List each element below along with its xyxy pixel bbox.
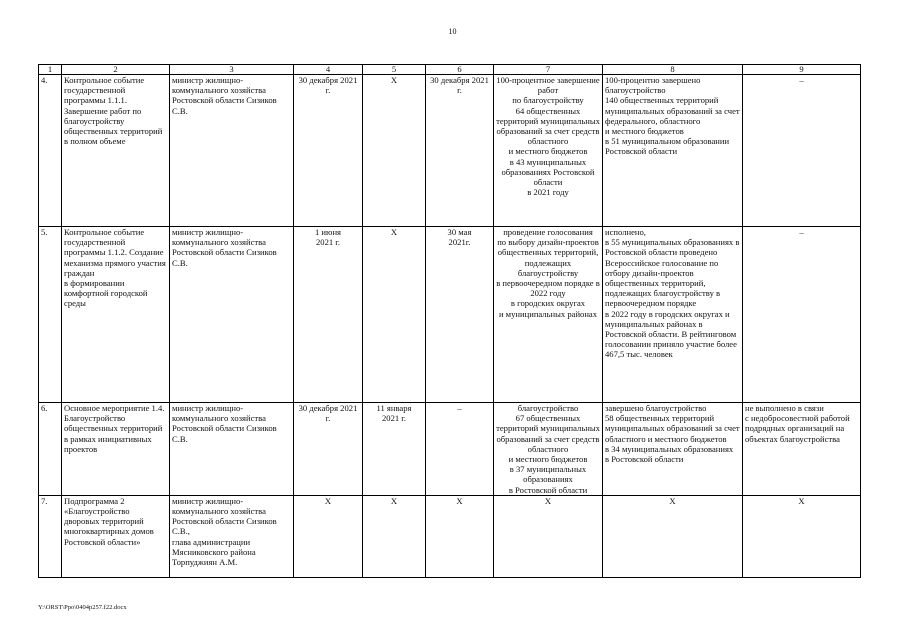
column-number: 7 bbox=[494, 65, 603, 75]
column-number: 2 bbox=[62, 65, 170, 75]
page-number: 10 bbox=[448, 27, 457, 36]
column-number: 4 bbox=[294, 65, 363, 75]
plan-date: 30 декабря 2021 г. bbox=[294, 403, 363, 496]
plan-date: 1 июня 2021 г. bbox=[294, 227, 363, 403]
monitoring-table bbox=[38, 64, 861, 578]
responsible-person: министр жилищно-коммунального хозяйства Ростовской области Сизиков С.В., глава администрации Мясниковского района Торпуджиян А.М. bbox=[170, 495, 294, 577]
column-9-value: Х bbox=[743, 495, 861, 577]
event-name: Подпрограмма 2 «Благоустройство дворовых территорий многоквартирных домов Ростовской области» bbox=[62, 495, 170, 577]
row-number: 7. bbox=[39, 495, 62, 577]
row-number: 4. bbox=[39, 75, 62, 227]
column-5-value: 11 января 2021 г. bbox=[363, 403, 426, 496]
column-number-row bbox=[39, 65, 861, 75]
column-5-value: Х bbox=[363, 227, 426, 403]
fact-date: 30 декабря 2021 г. bbox=[426, 75, 494, 227]
planned-result: проведение голосования по выбору дизайн-проектов общественных территорий, подлежащих благоустройству в первоочередном порядке в 2022 году в городских округах и муниципальных районах bbox=[494, 227, 603, 403]
row-number: 5. bbox=[39, 227, 62, 403]
event-name: Контрольное событие государственной программы 1.1.1. Завершение работ по благоустройству общественных территорий в полном объеме bbox=[62, 75, 170, 227]
event-name: Основное мероприятие 1.4. Благоустройство общественных территорий в рамках инициативных проектов bbox=[62, 403, 170, 496]
fact-date: Х bbox=[426, 495, 494, 577]
planned-result: 100-процентное завершение работ по благоустройству 64 общественных территорий муниципальных образований за счет средств областного и местного бюджетов в 43 муниципальных образованиях Ростовской области в 2021 году bbox=[494, 75, 603, 227]
responsible-person: министр жилищно-коммунального хозяйства Ростовской области Сизиков С.В. bbox=[170, 227, 294, 403]
fact-date: 30 мая 2021г. bbox=[426, 227, 494, 403]
file-path-footer: Y:\ORST\Ppo\0404p257.f22.docx bbox=[38, 604, 127, 611]
planned-result: Х bbox=[494, 495, 603, 577]
column-number: 3 bbox=[170, 65, 294, 75]
column-number: 1 bbox=[39, 65, 62, 75]
event-name: Контрольное событие государственной программы 1.1.2. Создание механизма прямого участия граждан в формировании комфортной городской среды bbox=[62, 227, 170, 403]
responsible-person: министр жилищно-коммунального хозяйства Ростовской области Сизиков С.В. bbox=[170, 403, 294, 496]
column-9-value: – bbox=[743, 75, 861, 227]
column-9-value: – bbox=[743, 227, 861, 403]
plan-date: 30 декабря 2021 г. bbox=[294, 75, 363, 227]
column-number: 5 bbox=[363, 65, 426, 75]
actual-result: исполнено, в 55 муниципальных образованиях в Ростовской области проведено Всероссийское голосование по отбору дизайн-проектов общественных территорий, подлежащих благоустройству в первоочередном порядке в 2022 году в городских округах и муниципальных районах в Ростовской области. В рейтинговом голосовании приняло участие более 467,5 тыс. человек bbox=[603, 227, 743, 403]
column-number: 8 bbox=[603, 65, 743, 75]
fact-date: – bbox=[426, 403, 494, 496]
table-row bbox=[39, 75, 861, 227]
column-number: 6 bbox=[426, 65, 494, 75]
column-5-value: Х bbox=[363, 495, 426, 577]
actual-result: 100-процентно завершено благоустройство 140 общественных территорий муниципальных образований за счет федерального, областного и местного бюджетов в 51 муниципальном образовании Ростовской области bbox=[603, 75, 743, 227]
table-row bbox=[39, 227, 861, 403]
actual-result: Х bbox=[603, 495, 743, 577]
plan-date: Х bbox=[294, 495, 363, 577]
column-9-value: не выполнено в связи с недобросовестной работой подрядных организаций на объектах благоустройства bbox=[743, 403, 861, 496]
actual-result: завершено благоустройство 58 общественных территорий муниципальных образований за счет областного и местного бюджетов в 34 муниципальных образованиях в Ростовской области bbox=[603, 403, 743, 496]
table-row bbox=[39, 495, 861, 577]
planned-result: благоустройство 67 общественных территорий муниципальных образований за счет средств областного и местного бюджетов в 37 муниципальных образованиях в Ростовской области bbox=[494, 403, 603, 496]
column-number: 9 bbox=[743, 65, 861, 75]
row-number: 6. bbox=[39, 403, 62, 496]
table-row bbox=[39, 403, 861, 496]
column-5-value: Х bbox=[363, 75, 426, 227]
responsible-person: министр жилищно-коммунального хозяйства Ростовской области Сизиков С.В. bbox=[170, 75, 294, 227]
